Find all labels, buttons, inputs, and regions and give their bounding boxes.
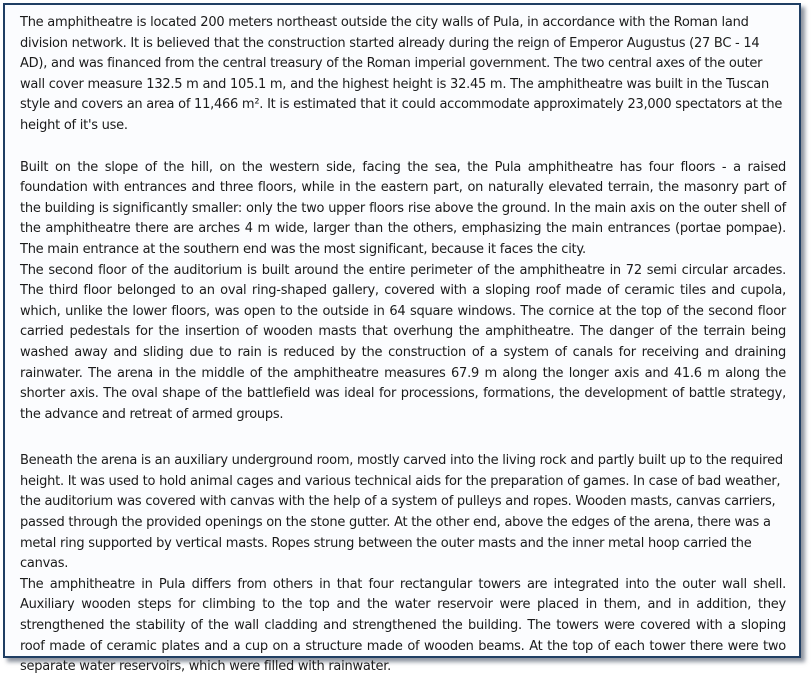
paragraph-location: The amphitheatre is located 200 meters northeast outside the city walls of Pula, in accordance with the Roman land division network. It is believed that the construction started already during the reign of Emperor Augustus (27 BC - 14 AD), and was financed from the central treasury of the Roman imperial government. The two central axes of the outer wall cover measure 132.5 m and 105.1 m, and the highest height is 32.45 m. The amphitheatre was built in the Tuscan style and covers an area of 11,466 m². It is estimated that it could accommodate approximately 23,000 spectators at the height of it's use. (20, 15, 783, 133)
paragraph-spacer (20, 137, 786, 158)
paragraph-towers: The amphitheatre in Pula differs from others in that four rectangular towers are integrated into the outer wall shell. Auxiliary wooden steps for climbing to the top and the water reservoir were placed in them, and in addition, they strengthened the stability of the wall cladding and strengthened the building. The towers were covered with a sloping roof made of ceramic plates and a cup on a structure made of wooden beams. At the top of each tower there were two separate water reservoirs, which were filled with rainwater. (20, 576, 786, 675)
paragraph-auditorium: The second floor of the auditorium is built around the entire perimeter of the amphitheatre in 72 semi circular arcades. The third floor belonged to an oval ring-shaped gallery, covered with a sloping roof made of ceramic tiles and cupola, which, unlike the lower floors, was open to the outside in 64 square windows. The cornice at the top of the second floor carried pedestals for the insertion of wooden masts that overhung the amphitheatre. The danger of the terrain being washed away and sliding due to rain is reduced by the construction of a system of canals for receiving and draining rainwater. The arena in the middle of the amphitheatre measures 67.9 m along the longer axis and 41.6 m along the shorter axis. The oval shape of the battlefield was ideal for processions, formations, the development of battle strategy, the advance and retreat of armed groups. (20, 262, 786, 422)
paragraph-structure: Built on the slope of the hill, on the western side, facing the sea, the Pula amphitheatre has four floors - a raised foundation with entrances and three floors, while in the eastern part, on naturally elevated terrain, the masonry part of the building is significantly smaller: only the two upper floors rise above the ground. In the main axis on the outer shell of the amphitheatre there are arches 4 m wide, larger than the others, emphasizing the main entrances (portae pompae). The main entrance at the southern end was the most significant, because it faces the city. (20, 159, 786, 257)
paragraph-spacer (20, 425, 786, 451)
document-body (20, 13, 786, 678)
text-panel (3, 3, 801, 675)
paragraph-underground: Beneath the arena is an auxiliary underground room, mostly carved into the living rock and partly built up to the required height. It was used to hold animal cages and various technical aids for the preparation of games. In case of bad weather, the auditorium was covered with canvas with the help of a system of pulleys and ropes. Wooden masts, canvas carriers, passed through the provided openings on the stone gutter. At the other end, above the edges of the arena, there was a metal ring supported by vertical masts. Ropes strung between the outer masts and the inner metal hoop carried the canvas. (20, 453, 783, 572)
